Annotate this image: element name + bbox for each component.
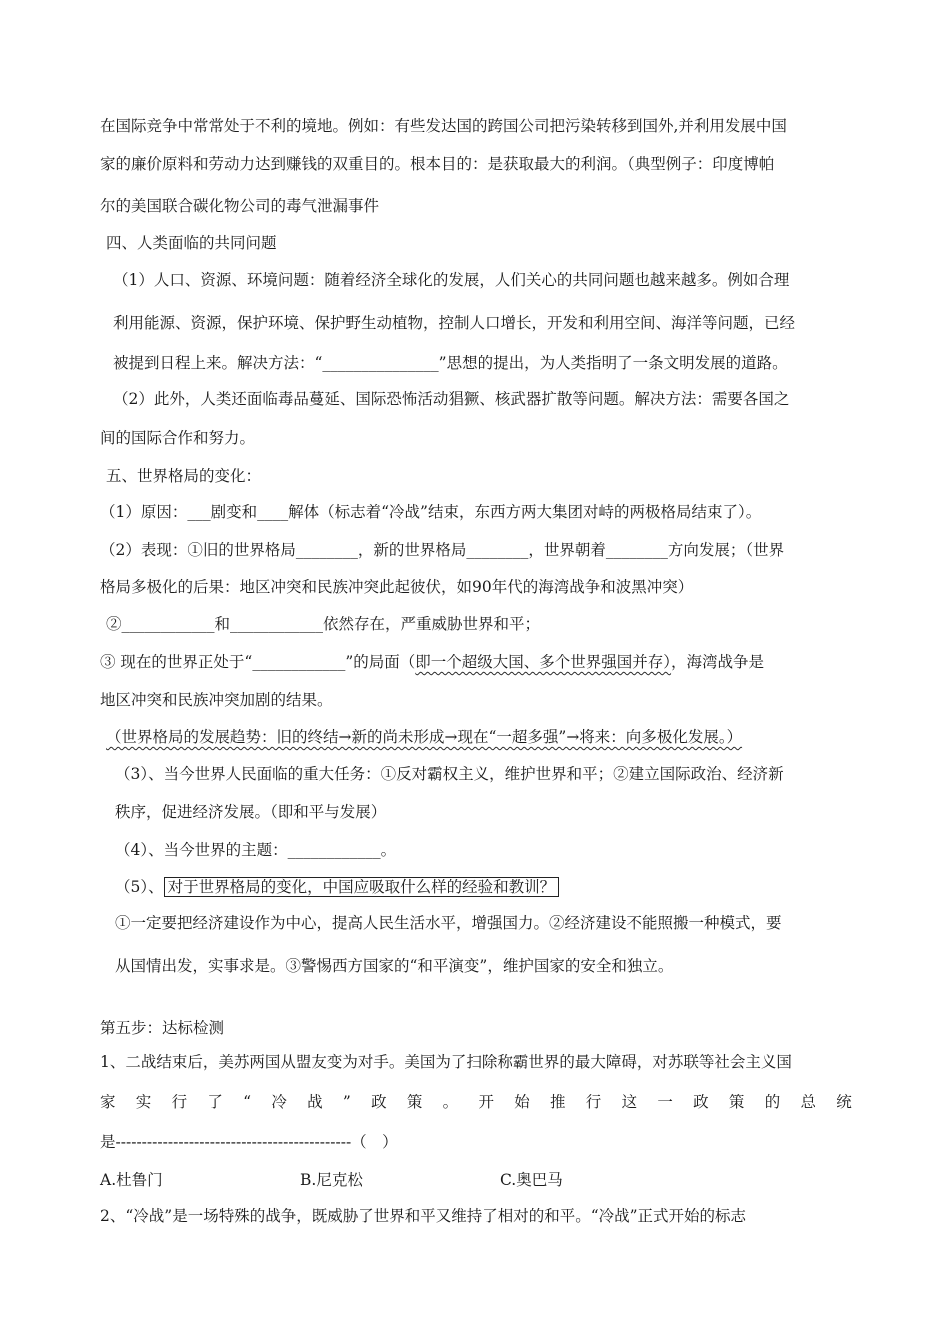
text: 是---------------------------------------------（ ） — [100, 1133, 398, 1151]
text: 利用能源、资源，保护环境、保护野生动植物，控制人口增长，开发和利用空间、海洋等问题，已经 — [113, 314, 796, 332]
text: ②____________和____________依然存在，严重威胁世界和平； — [106, 615, 541, 633]
char: “ — [243, 1093, 252, 1111]
char: 了 — [207, 1093, 223, 1111]
step-heading — [100, 1018, 224, 1038]
question-1-options — [500, 1170, 563, 1190]
text: 地区冲突和民族冲突加剧的结果。 — [100, 691, 333, 709]
text: （2）此外，人类还面临毒品蔓延、国际恐怖活动猖獗、核武器扩散等问题。解决方法：需要各国之 — [113, 390, 790, 408]
text: 五、世界格局的变化： — [106, 467, 262, 485]
para-line-blank — [113, 353, 788, 373]
option-a[interactable]: A.杜鲁门 — [100, 1171, 163, 1189]
question-1-line — [100, 1052, 792, 1072]
text: ①一定要把经济建设作为中心，提高人民生活水平，增强国力。②经济建设不能照搬一种模式，要 — [115, 914, 782, 932]
char: 总 — [800, 1093, 816, 1111]
para-line — [100, 428, 255, 448]
boxed-question: 对于世界格局的变化，中国应吸取什么样的经验和教训？ — [164, 877, 560, 897]
text: 尔的美国联合碳化物公司的毒气泄漏事件 — [100, 197, 380, 215]
char: 策 — [406, 1093, 423, 1111]
text: 家的廉价原料和劳动力达到赚钱的双重目的。根本目的：是获取最大的利润。（典型例子：印度博帕 — [100, 155, 775, 173]
para-line — [100, 690, 333, 710]
para-line — [113, 389, 789, 409]
para-line — [115, 913, 782, 933]
question-2-line — [100, 1206, 746, 1226]
para-line — [100, 577, 693, 597]
para-line — [100, 116, 787, 136]
text: 1、二战结束后，美苏两国从盟友变为对手。美国为了扫除称霸世界的最大障碍，对苏联等社会主义国 — [100, 1053, 792, 1071]
para-line — [113, 270, 789, 290]
wavy-underlined-text: 即一个超级大国、多个世界强国并存） — [415, 653, 672, 671]
question-1-options — [300, 1170, 363, 1190]
para-line-blank — [115, 840, 396, 860]
char: 冷 — [271, 1093, 287, 1111]
text: 第五步：达标检测 — [100, 1019, 225, 1037]
trend-note — [106, 727, 742, 747]
text: 被提到日程上来。解决方法：“_______________”思想的提出，为人类指明了一条文明发展的道路。 — [113, 354, 788, 372]
boxed-question-line — [115, 877, 559, 897]
text: （2）表现：①旧的世界格局________，新的世界格局________，世界朝着________方向发展；（世界 — [100, 541, 785, 559]
char: 一 — [657, 1093, 673, 1111]
text: 四、人类面临的共同问题 — [106, 234, 277, 252]
char: 实 — [135, 1093, 152, 1111]
para-line-blank — [100, 540, 784, 560]
text: （1）原因：___剧变和____解体（标志着“冷战”结束，东西方两大集团对峙的两极格局结束了）。 — [100, 503, 762, 521]
char: 行 — [585, 1093, 602, 1111]
question-1-spread-line — [100, 1092, 852, 1112]
question-1-answer-line — [100, 1132, 398, 1152]
char: 始 — [514, 1093, 530, 1111]
char: 推 — [550, 1093, 566, 1111]
section-heading-5 — [106, 466, 261, 486]
char: 这 — [621, 1093, 638, 1111]
char: ” — [342, 1093, 351, 1111]
text: （4）、当今世界的主题：____________。 — [115, 841, 397, 859]
char: 行 — [171, 1093, 188, 1111]
para-line-wavy — [100, 652, 764, 672]
para-line — [115, 956, 673, 976]
text: 间的国际合作和努力。 — [100, 429, 256, 447]
char: 统 — [836, 1093, 852, 1111]
text: （3）、当今世界人民面临的重大任务：①反对霸权主义，维护世界和平；②建立国际政治、经济新 — [115, 765, 784, 783]
para-line — [100, 196, 379, 216]
text: （5）、 — [115, 878, 164, 896]
char: 家 — [100, 1093, 116, 1111]
text: 秩序，促进经济发展。（即和平与发展） — [115, 803, 387, 821]
wavy-underlined-text: （世界格局的发展趋势：旧的终结→新的尚未形成→现在“一超多强”→将来：向多极化发展。） — [106, 728, 743, 746]
char: 战 — [307, 1093, 323, 1111]
para-line — [115, 764, 784, 784]
text: ，海湾战争是 — [671, 653, 765, 671]
para-line — [115, 802, 386, 822]
option-c[interactable]: C.奥巴马 — [500, 1171, 563, 1189]
text: （1）人口、资源、环境问题：随着经济全球化的发展，人们关心的共同问题也越来越多。例如合理 — [113, 271, 790, 289]
text: 2、“冷战”是一场特殊的战争，既威胁了世界和平又维持了相对的和平。“冷战”正式开始的标志 — [100, 1207, 747, 1225]
para-line-blank — [100, 502, 761, 522]
para-line — [113, 313, 795, 333]
text: 在国际竞争中常常处于不利的境地。例如：有些发达国的跨国公司把污染转移到国外,并利用发展中国 — [100, 117, 787, 135]
text: ③ 现在的世界正处于“____________”的局面（ — [100, 653, 416, 671]
question-1-options — [100, 1170, 163, 1190]
char: 开 — [478, 1093, 494, 1111]
char: 的 — [764, 1093, 781, 1111]
text: 从国情出发，实事求是。③警惕西方国家的“和平演变”，维护国家的安全和独立。 — [115, 957, 674, 975]
char: 。 — [442, 1093, 459, 1111]
text: 格局多极化的后果：地区冲突和民族冲突此起彼伏，如90年代的海湾战争和波黑冲突） — [100, 578, 694, 596]
para-line-blank — [106, 614, 540, 634]
char: 策 — [728, 1093, 745, 1111]
para-line — [100, 154, 774, 174]
char: 政 — [371, 1093, 387, 1111]
option-b[interactable]: B.尼克松 — [300, 1171, 363, 1189]
section-heading-4 — [106, 233, 277, 253]
char: 政 — [693, 1093, 709, 1111]
